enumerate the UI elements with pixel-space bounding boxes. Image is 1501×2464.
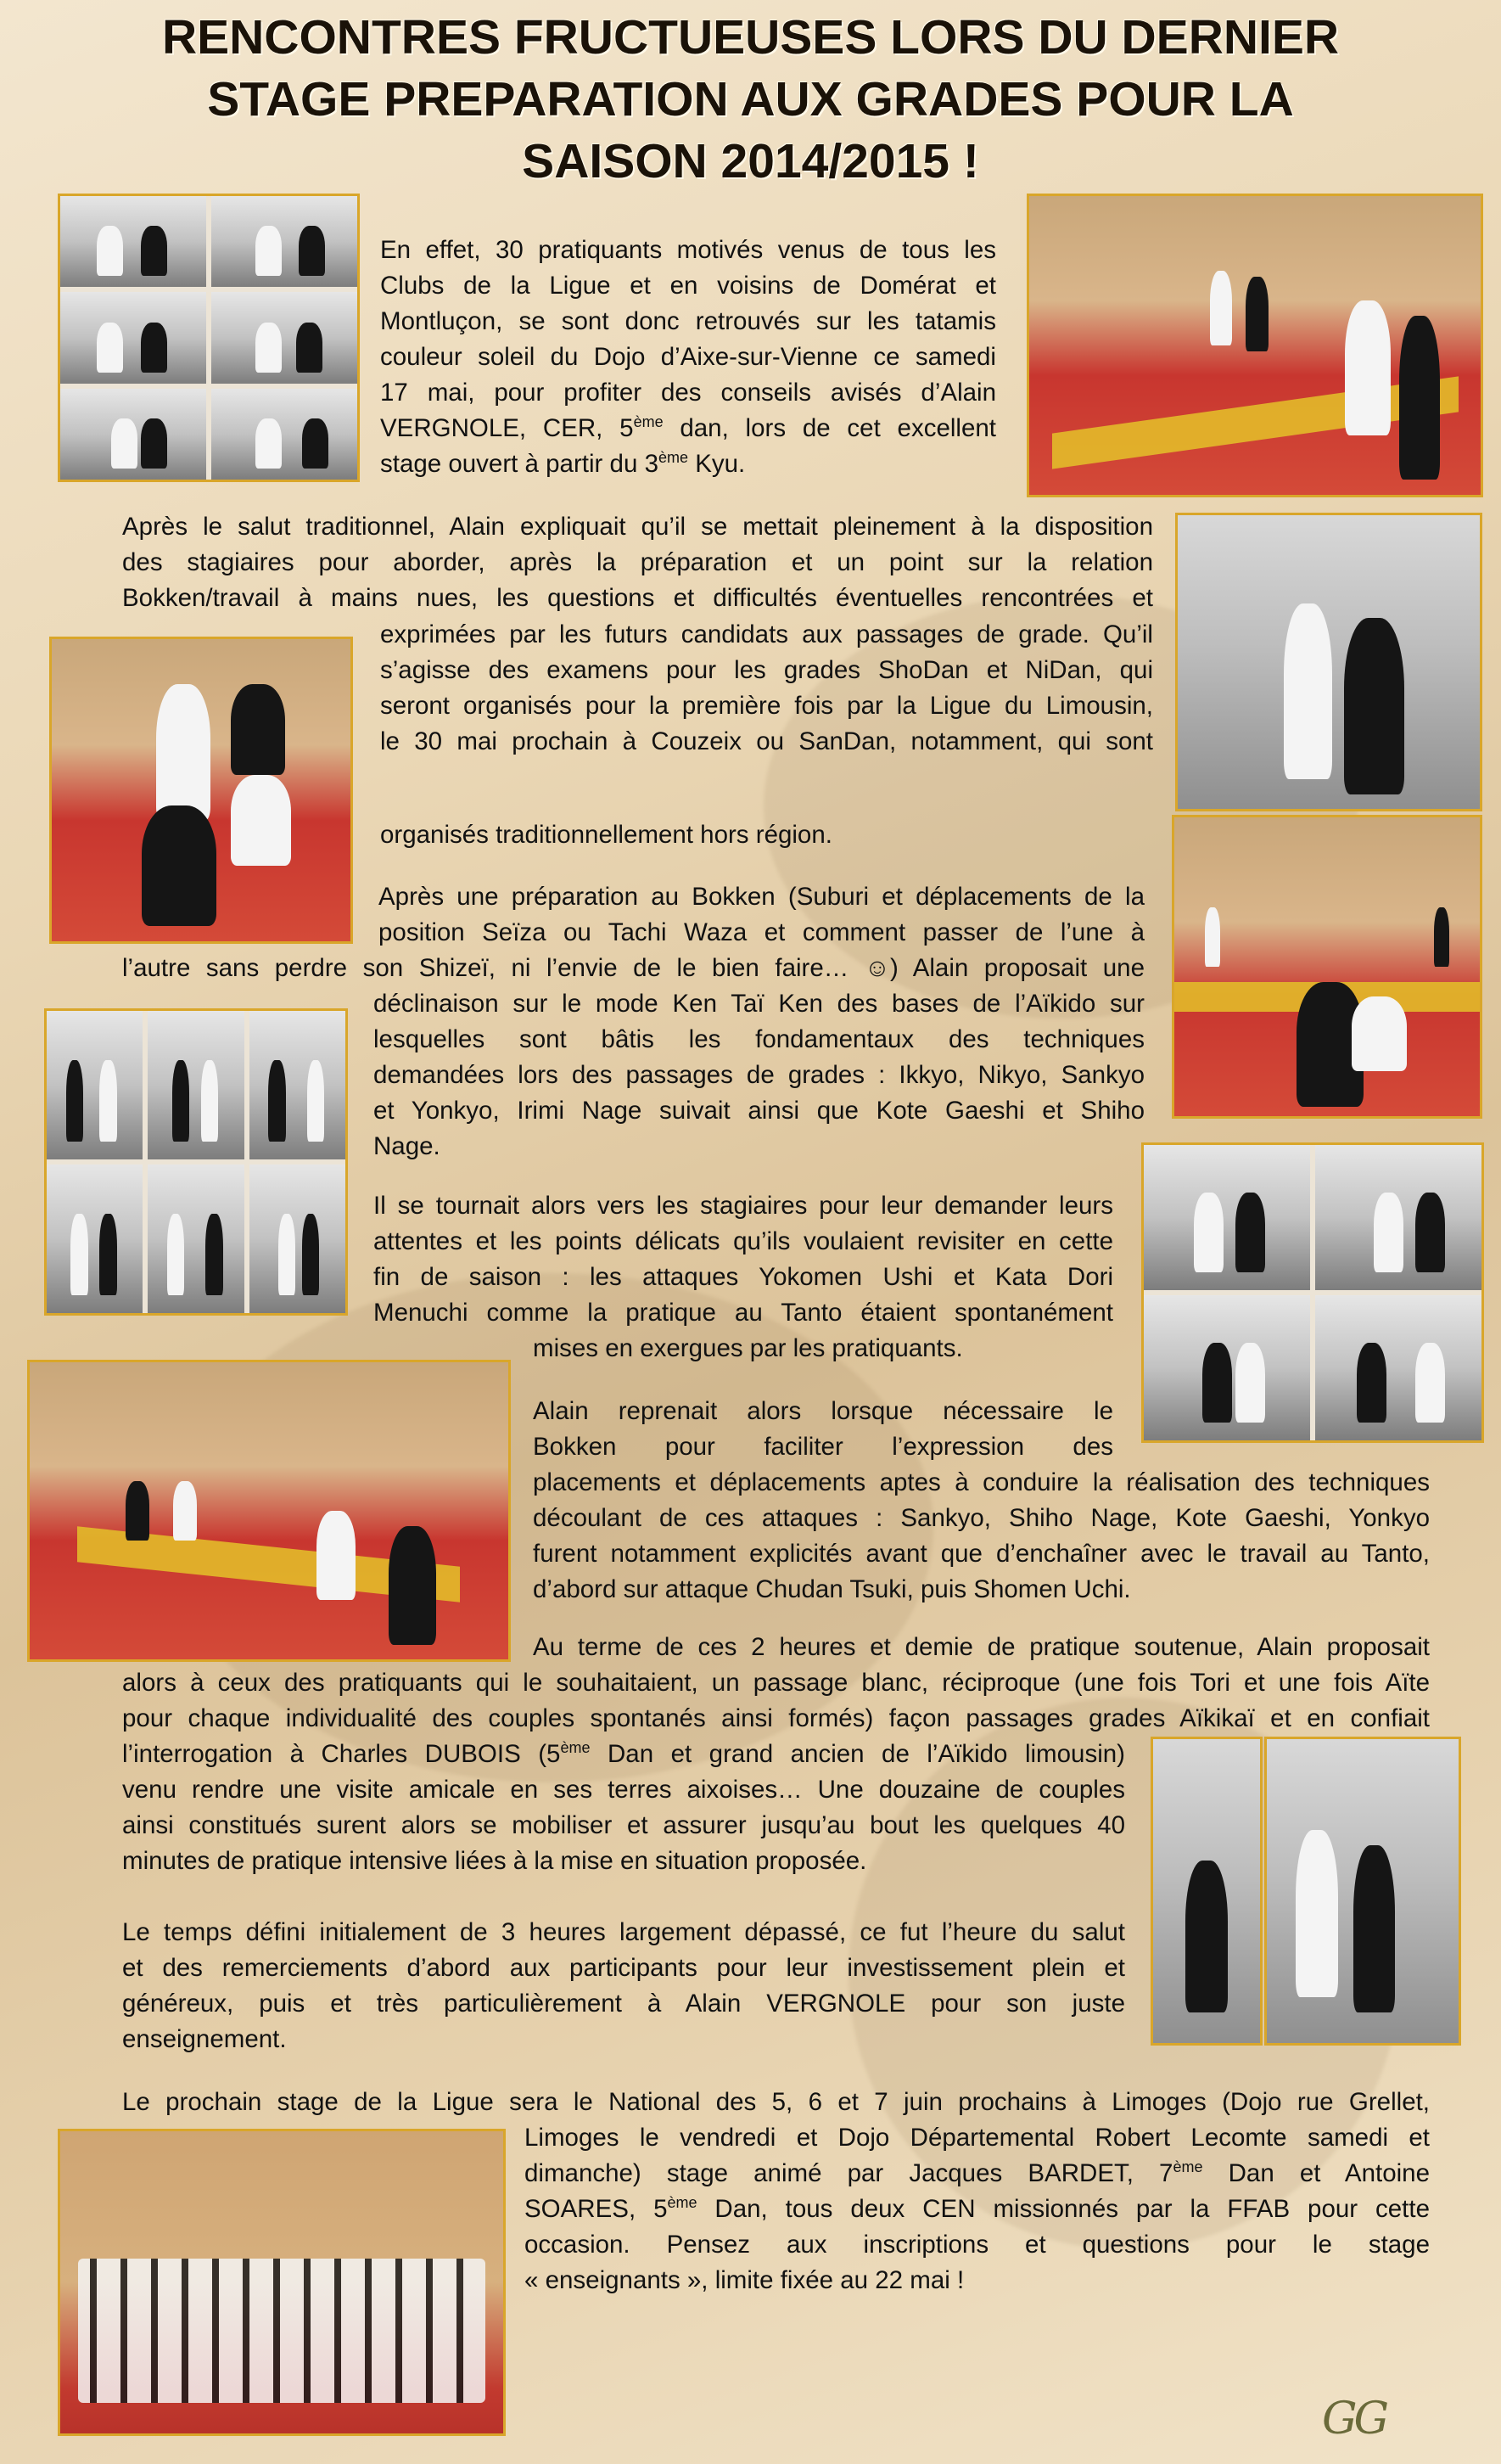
text-line: Clubs de la Ligue et en voisins de Domérat et [380, 272, 996, 300]
text-line: furent notamment explicités avant que d’enchaîner avec le travail au Tanto, [533, 1540, 1430, 1568]
photo [1144, 1145, 1310, 1290]
text-line: Au terme de ces 2 heures et demie de pratique soutenue, Alain proposait [533, 1633, 1430, 1661]
text-line: ainsi constitués surent alors se mobiliser et assurer jusqu’au bout les quelques 40 [122, 1811, 1125, 1839]
photo [60, 292, 206, 383]
photo [47, 1011, 143, 1159]
text-line: Nage. [373, 1132, 440, 1160]
text-line: Bokken/travail à mains nues, les questions et difficultés éventuelles rencontrées et [122, 584, 1153, 612]
text-line: attentes et les points délicats qu’ils voulaient revisiter en cette [373, 1227, 1113, 1255]
photo-passage-grade [1151, 1737, 1263, 2046]
paragraph-intro [380, 233, 996, 482]
paragraph-passage-cont [122, 1737, 1125, 1879]
title-line: SAISON 2014/2015 ! [522, 133, 979, 188]
text-line: déclinaison sur le mode Ken Taï Ken des bases de l’Aïkido sur [373, 990, 1145, 1018]
text-line: exprimées par les futurs candidats aux passages de grade. Qu’il [380, 620, 1153, 648]
text-line: dimanche) stage animé par Jacques BARDET, 7ème Dan et Antoine [524, 2158, 1430, 2187]
photo-passage-grade-2 [1264, 1737, 1461, 2046]
paragraph-techniques [533, 1394, 1430, 1608]
text-line: stage ouvert à partir du 3ème Kyu. [380, 449, 746, 478]
text-line: Montluçon, se sont donc retrouvés sur les tatamis [380, 307, 996, 335]
text-line: Le prochain stage de la Ligue sera le National des 5, 6 et 7 juin prochains à Limoges (Dojo rue Grellet, [122, 2088, 1430, 2116]
text-line: Menuchi comme la pratique au Tanto étaient spontanément [373, 1299, 1113, 1327]
paragraph-salut-end [380, 817, 1153, 853]
photo [211, 292, 357, 383]
text-line: minutes de pratique intensive liées à la mise en situation proposée. [122, 1847, 867, 1875]
paragraph-passage [122, 1630, 1430, 1737]
text-line: Le temps défini initialement de 3 heures largement dépassé, ce fut l’heure du salut [122, 1918, 1125, 1946]
photo [47, 1165, 143, 1313]
paragraph-attentes-end [533, 1331, 1113, 1367]
photo [148, 1011, 244, 1159]
text-line: l’autre sans perdre son Shizeï, ni l’envie de le bien faire… ☺) Alain proposait une [122, 954, 1145, 982]
text-line: d’abord sur attaque Chudan Tsuki, puis Shomen Uchi. [533, 1575, 1131, 1603]
text-line: Alain reprenait alors lorsque nécessaire le [533, 1397, 1113, 1425]
text-line: organisés traditionnellement hors région. [380, 821, 832, 849]
text-line: VERGNOLE, CER, 5ème dan, lors de cet excellent [380, 413, 996, 442]
text-line: venu rendre une visite amicale en ses terres aixoises… Une douzaine de couples [122, 1776, 1125, 1804]
paragraph-prochain-stage-cont [524, 2120, 1430, 2298]
photo [249, 1165, 345, 1313]
photo [148, 1165, 244, 1313]
text-line: seront organisés pour la première fois par la Ligue du Limousin, [380, 692, 1153, 720]
photo-technique-bw [1175, 513, 1482, 811]
photo-tatami [1172, 815, 1482, 1119]
paragraph-bokken-cont [373, 986, 1145, 1165]
text-line: fin de saison : les attaques Yokomen Ushi et Kata Dori [373, 1263, 1113, 1291]
text-line: couleur soleil du Dojo d’Aixe-sur-Vienne ce samedi [380, 343, 996, 371]
photo [211, 389, 357, 480]
photo-dojo-wide [27, 1360, 511, 1662]
photo [249, 1011, 345, 1159]
photo [1315, 1145, 1481, 1290]
text-line: mises en exergues par les pratiquants. [533, 1334, 963, 1362]
page-title [51, 7, 1450, 193]
photo-grid-top-left [58, 194, 360, 482]
text-line: généreux, puis et très particulièrement à Alain VERGNOLE pour son juste [122, 1990, 1125, 2018]
text-line: l’interrogation à Charles DUBOIS (5ème Dan et grand ancien de l’Aïkido limousin) [122, 1739, 1125, 1768]
text-line: découlant de ces attaques : Sankyo, Shiho Nage, Kote Gaeshi, Yonkyo [533, 1504, 1430, 1532]
paragraph-prochain-stage [122, 2085, 1430, 2120]
photo [60, 196, 206, 287]
text-line: 17 mai, pour profiter des conseils avisés d’Alain [380, 379, 996, 407]
signature: GG [1322, 2394, 1386, 2444]
text-line: SOARES, 5ème Dan, tous deux CEN missionnés par la FFAB pour cette [524, 2194, 1430, 2223]
text-line: lesquelles sont bâtis les fondamentaux des techniques [373, 1025, 1145, 1053]
text-line: enseignement. [122, 2025, 287, 2053]
photo-grid-left [44, 1008, 348, 1316]
text-line: « enseignants », limite fixée au 22 mai ! [524, 2266, 965, 2294]
photo-dojo-practice [1027, 194, 1483, 497]
paragraph-salut-cont [380, 617, 1153, 760]
text-line: pour chaque individualité des couples spontanés ainsi formés) façon passages grades Aïkikaï et en confiait [122, 1704, 1430, 1732]
text-line: s’agisse des examens pour les grades ShoDan et NiDan, qui [380, 656, 1153, 684]
text-line: Après une préparation au Bokken (Suburi et déplacements de la [378, 883, 1145, 911]
text-line: le 30 mai prochain à Couzeix ou SanDan, notamment, qui sont [380, 727, 1153, 755]
text-line: Après le salut traditionnel, Alain expliquait qu’il se mettait pleinement à la disposition [122, 513, 1153, 541]
text-line: et des remerciements d’abord aux participants pour leur investissement plein et [122, 1954, 1125, 1982]
text-line: des stagiaires pour aborder, après la préparation et un point sur la relation [122, 548, 1153, 576]
paragraph-attentes [373, 1188, 1113, 1331]
photo [60, 389, 206, 480]
photo [211, 196, 357, 287]
text-line: et Yonkyo, Irimi Nage suivait ainsi que Kote Gaeshi et Shiho [373, 1097, 1145, 1125]
paragraph-bokken [122, 879, 1145, 986]
text-line: Il se tournait alors vers les stagiaires pour leur demander leurs [373, 1192, 1113, 1220]
paragraph-salut [122, 509, 1153, 616]
paragraph-remerciements [122, 1915, 1125, 2057]
text-line: alors à ceux des pratiquants qui le souhaitaient, un passage blanc, réciproque (une fois Tori et une fois Aïte [122, 1669, 1430, 1697]
text-line: position Seïza ou Tachi Waza et comment passer de l’une à [378, 918, 1145, 946]
text-line: Limoges le vendredi et Dojo Départemental Robert Lecomte samedi et [524, 2124, 1430, 2152]
text-line: occasion. Pensez aux inscriptions et questions pour le stage [524, 2231, 1430, 2259]
text-line: Bokken pour faciliter l’expression des [533, 1433, 1113, 1461]
text-line: placements et déplacements aptes à conduire la réalisation des techniques [533, 1468, 1430, 1496]
text-line: demandées lors des passages de grades : Ikkyo, Nikyo, Sankyo [373, 1061, 1145, 1089]
text-line: En effet, 30 pratiquants motivés venus de tous les [380, 236, 996, 264]
photo-group [58, 2129, 506, 2436]
title-line: RENCONTRES FRUCTUEUSES LORS DU DERNIER [161, 10, 1340, 65]
title-line: STAGE PREPARATION AUX GRADES POUR LA [207, 71, 1294, 126]
